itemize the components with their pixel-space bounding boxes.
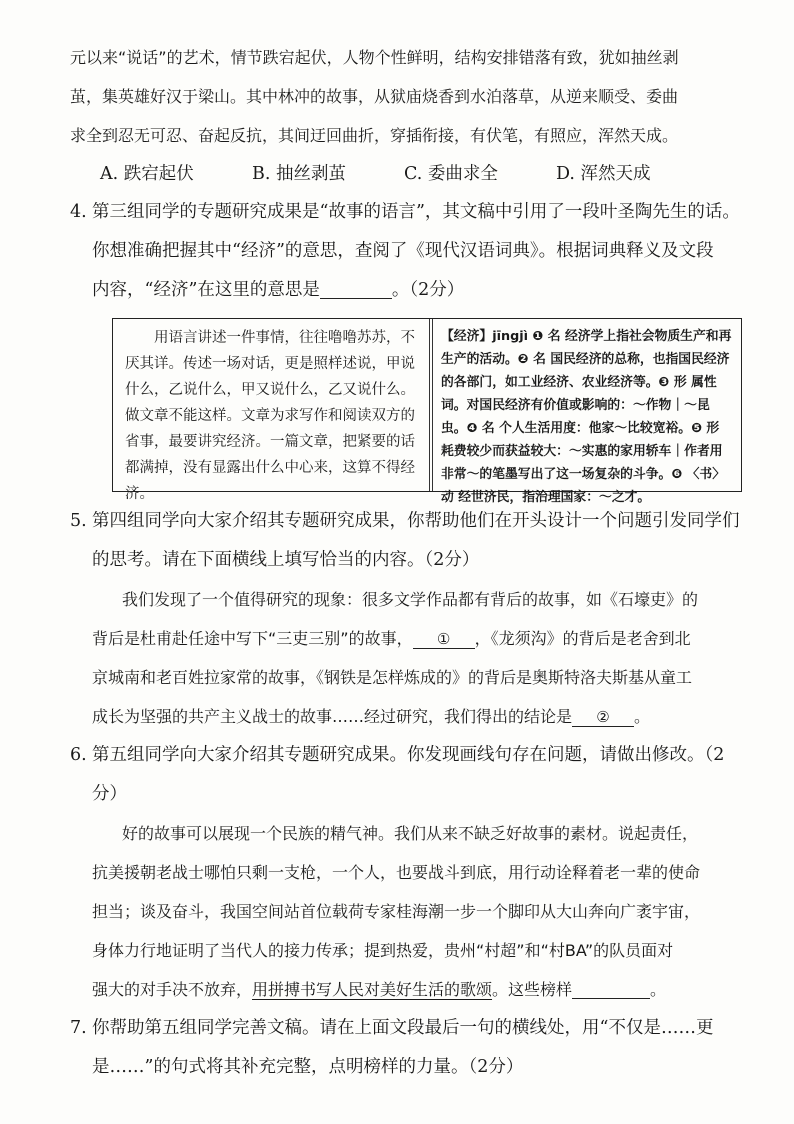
reference-boxes (112, 318, 742, 505)
passage-line: 京城南和老百姓拉家常的故事，《钢铁是怎样炼成的》的背后是奥斯特洛夫斯基从童工 (92, 668, 693, 687)
answer-blank[interactable] (320, 280, 392, 299)
question-5 (70, 502, 746, 736)
passage-text: 成长为坚强的共产主义战士的故事……经过研究，我们得出的结论是 (92, 707, 573, 726)
passage-line: 求全到忍无可忍、奋起反抗，其间迂回曲折，穿插衔接，有伏笔，有照应，浑然天成。 (70, 126, 679, 145)
dictionary-box: 【经济】jīngjì ❶ 名 经济学上指社会物质生产和再生产的活动。❷ 名 国民经济的总称，也指国民经济的各部门，如工业经济、农业经济等。❸ 形 属性词。对国民经济有价值或影响的：～作物｜～昆虫。❹ 名 个人生活用度：他家～比较宽裕。❺ 形 耗费较少而获益较大：～实惠的家用轿车｜作者用非常～的笔墨写出了这一场复杂的斗争。❻ 〈书〉动 经世济民，指治理国家：～之才。 (441, 329, 732, 505)
question-7 (70, 1009, 746, 1087)
options-row (70, 155, 746, 193)
question-number: 6. (70, 745, 87, 765)
question-text: 第五组同学向大家介绍其专题研究成果。你发现画线句存在问题，请做出修改。（2分） (92, 745, 725, 804)
passage-text: 背后是杜甫赴任途中写下“三吏三别”的故事， (92, 629, 413, 648)
question-text: 第三组同学的专题研究成果是“故事的语言”，其文稿中引用了一段叶圣陶先生的话。 (92, 202, 740, 222)
question-number: 5. (70, 511, 87, 531)
option-a: A. 跌宕起伏 (100, 164, 194, 184)
passage-line: 元以来“说话”的艺术，情节跌宕起伏，人物个性鲜明，结构安排错落有致，犹如抽丝剥 (70, 48, 679, 67)
question-text: 。（2分） (391, 280, 465, 300)
option-b: B. 抽丝剥茧 (252, 164, 346, 184)
answer-blank-1[interactable]: ① (413, 630, 475, 649)
passage-line: 身体力行地证明了当代人的接力传承；提到热爱，贵州“村超”和“村BA”的队员面对 (92, 941, 674, 960)
passage-text: ，《龙须沟》的背后是老舍到北 (474, 629, 691, 648)
question-text: 是……”的句式将其补充完整，点明榜样的力量。（2分） (92, 1057, 524, 1077)
question-text: 你帮助第五组同学完善文稿。请在上面文段最后一句的横线处，用“不仅是……更 (92, 1018, 714, 1038)
answer-blank-2[interactable]: ② (572, 708, 634, 727)
question-number: 7. (70, 1018, 87, 1038)
underlined-sentence: 用拼搏书写人民对美好生活的歌颂 (252, 980, 493, 999)
question-text: 你想准确把握其中“经济”的意思，查阅了《现代汉语词典》。根据词典释义及文段 (92, 241, 714, 261)
passage-text: 。 (650, 980, 667, 999)
passage-text: 。 (634, 707, 651, 726)
passage-line: 抗美援朝老战士哪怕只剩一支枪，一个人，也要战斗到底，用行动诠释着老一辈的使命 (92, 863, 701, 882)
question-text: 内容，“经济”在这里的意思是 (92, 280, 320, 300)
passage-line: 我们发现了一个值得研究的现象：很多文学作品都有背后的故事，如《石壕吏》的 (122, 590, 699, 609)
question-number: 4. (70, 202, 87, 222)
option-d: D. 浑然天成 (556, 164, 651, 184)
passage-text: 强大的对手决不放弃， (92, 980, 253, 999)
question-6 (70, 736, 746, 1009)
passage-line: 好的故事可以展现一个民族的精气神。我们从来不缺乏好故事的素材。说起责任， (122, 824, 699, 843)
question-text: 第四组同学向大家介绍其专题研究成果，你帮助他们在开头设计一个问题引发同学们 (92, 511, 740, 531)
passage-line: 茧，集英雄好汉于梁山。其中林冲的故事，从狱庙烧香到水泊落草，从逆来顺受、委曲 (70, 87, 679, 106)
question-text: 的思考。请在下面横线上填写恰当的内容。（2分） (92, 550, 480, 570)
answer-blank[interactable] (572, 980, 650, 999)
option-c: C. 委曲求全 (404, 164, 498, 184)
passage-line: 担当；谈及奋斗，我国空间站首位载荷专家桂海潮一步一个脚印从大山奔向广袤宇宙， (92, 902, 701, 921)
quote-box: 用语言讲述一件事情，往往噜噜苏苏，不厌其详。传述一场对话，更是照样述说，甲说什么，乙说什么，甲又说什么，乙又说什么。做文章不能这样。文章为求写作和阅读双方的省事，最要讲究经济。一篇文章，把紧要的话都满掉，没有显露出什么中心来，这算不得经济。 (113, 319, 433, 491)
passage-text: 。这些榜样 (492, 980, 573, 999)
question-4 (70, 193, 746, 505)
